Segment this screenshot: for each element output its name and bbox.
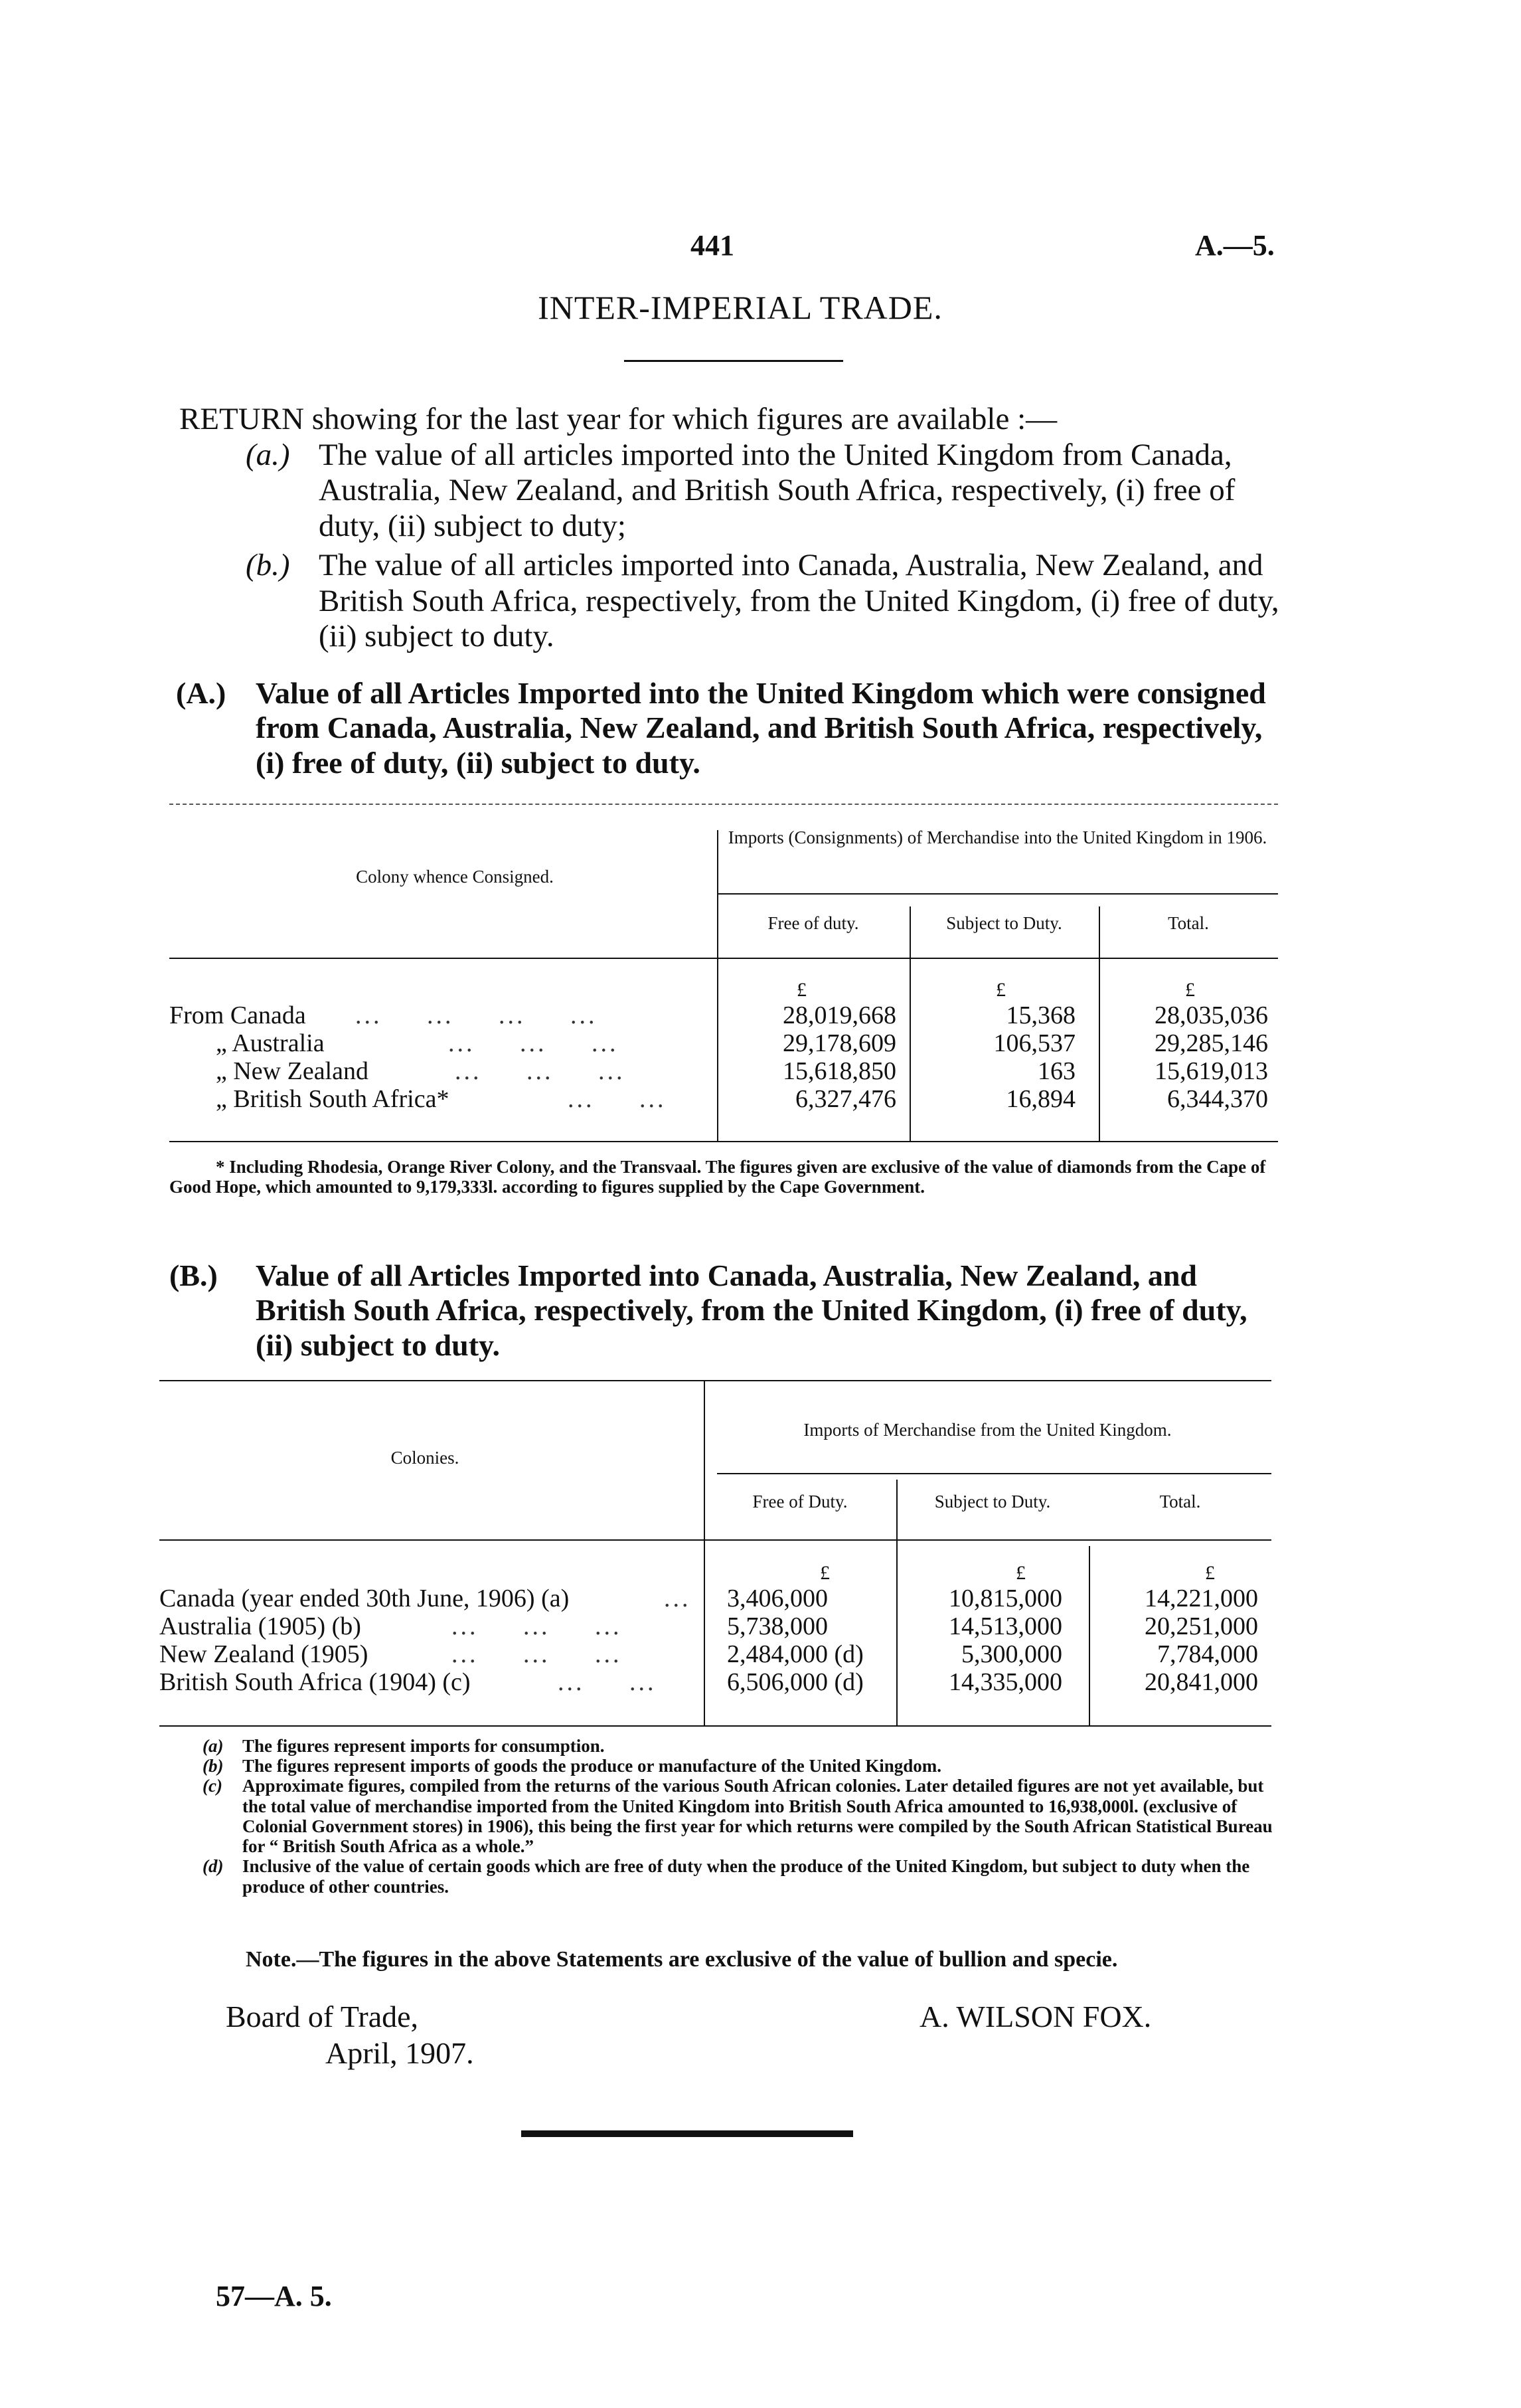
- col-header-free: Free of duty.: [767, 913, 859, 933]
- cell-total: 7,784,000: [1157, 1640, 1258, 1668]
- cell-total: 29,285,146: [1155, 1029, 1268, 1057]
- footnote: [202, 1736, 1275, 1756]
- cell-free: 6,327,476: [795, 1085, 896, 1113]
- document-reference: A.—5.: [1195, 229, 1275, 262]
- header-rule: [159, 1539, 1271, 1541]
- row-name: „ New Zealand: [216, 1057, 368, 1085]
- leader-dots: ...: [664, 1585, 691, 1612]
- cell-subject: 16,894: [1006, 1085, 1076, 1113]
- cell-free: 6,506,000 (d): [727, 1668, 864, 1696]
- row-name: Australia (1905) (b): [159, 1612, 361, 1640]
- footnote: [202, 1856, 1275, 1896]
- table-top-rule: [159, 1380, 1271, 1381]
- footnote-label: (c): [202, 1776, 222, 1796]
- currency-symbol: £: [797, 979, 807, 1001]
- cell-subject: 163: [1038, 1057, 1076, 1085]
- section-a-label: (A.): [176, 676, 226, 710]
- col-header-group: Imports (Consignments) of Merchandise into the United Kingdom in 1906.: [728, 827, 1267, 847]
- section-b-heading: [169, 1258, 1271, 1363]
- footnote-text: Inclusive of the value of certain goods which are free of duty when the produce of the United Kingdom, but subject to duty when the produce of other countries.: [242, 1856, 1250, 1897]
- col-header-free: Free of Duty.: [752, 1492, 848, 1511]
- page-number: 441: [690, 229, 734, 262]
- table-bottom-rule: [169, 1141, 1278, 1142]
- section-a-table: [169, 790, 1278, 1149]
- cell-total: 28,035,036: [1155, 1001, 1268, 1029]
- cell-total: 14,221,000: [1145, 1585, 1258, 1612]
- section-a-footnote: * Including Rhodesia, Orange River Colony, and the Transvaal. The figures given are exclusive of the value of diamonds from the Cape of Good Hope, which amounted to 9,179,333l. according to figures supplied by the Cape Government.: [169, 1157, 1266, 1197]
- intro-block: [179, 402, 1295, 655]
- cell-subject: 14,335,000: [949, 1668, 1062, 1696]
- currency-symbol: £: [1185, 979, 1195, 1001]
- section-b-footnotes: [202, 1736, 1275, 1897]
- currency-symbol: £: [1016, 1562, 1026, 1584]
- col-header-total: Total.: [1168, 913, 1209, 933]
- col-header-subject: Subject to Duty.: [934, 1492, 1051, 1511]
- cell-free: 29,178,609: [783, 1029, 896, 1057]
- row-name: „ British South Africa*: [216, 1085, 449, 1113]
- cell-total: 6,344,370: [1167, 1085, 1268, 1113]
- cell-subject: 5,300,000: [961, 1640, 1062, 1668]
- currency-symbol: £: [1205, 1562, 1215, 1584]
- intro-item-text: The value of all articles imported into the United Kingdom from Canada, Australia, New Zealand, and British South Africa, respectively, (i) free of duty, (ii) subject to duty;: [319, 437, 1236, 543]
- footnote-text: The figures represent imports for consumption.: [242, 1736, 605, 1756]
- table-top-rule: [169, 804, 1278, 805]
- cell-subject: 14,513,000: [949, 1612, 1062, 1640]
- col-header-colony: Colony whence Consigned.: [356, 867, 554, 887]
- cell-total: 15,619,013: [1155, 1057, 1268, 1085]
- footnote-label: (d): [202, 1856, 224, 1877]
- leader-dots: ... ... ...: [451, 1612, 622, 1640]
- row-name: British South Africa (1904) (c): [159, 1668, 471, 1696]
- footnote: [202, 1756, 1275, 1776]
- cell-free: 2,484,000 (d): [727, 1640, 864, 1668]
- cell-free: 5,738,000: [727, 1612, 828, 1640]
- cell-free: 28,019,668: [783, 1001, 896, 1029]
- intro-lead: RETURN showing for the last year for which figures are available :—: [179, 402, 1058, 436]
- footnote-text: The figures represent imports of goods the produce or manufacture of the United Kingdom.: [242, 1756, 941, 1776]
- cell-free: 15,618,850: [783, 1057, 896, 1085]
- leader-dots: ... ...: [558, 1668, 657, 1696]
- row-name: From Canada: [169, 1001, 306, 1029]
- row-name: New Zealand (1905): [159, 1640, 368, 1668]
- signature-office: Board of Trade,: [226, 2000, 419, 2033]
- section-a-heading: [176, 676, 1278, 780]
- col-header-group: Imports of Merchandise from the United Kingdom.: [803, 1420, 1172, 1440]
- intro-item-label: (b.): [246, 548, 290, 583]
- leader-dots: ... ... ...: [448, 1029, 619, 1057]
- currency-symbol: £: [820, 1562, 830, 1584]
- signature-date: April, 1907.: [325, 2036, 474, 2070]
- intro-item-b: [179, 548, 1295, 655]
- footnote-label: (b): [202, 1756, 224, 1776]
- leader-dots: ... ...: [568, 1085, 667, 1113]
- closing-rule: [521, 2130, 853, 2137]
- header-rule: [169, 958, 1278, 959]
- section-b-label: (B.): [169, 1258, 218, 1292]
- leader-dots: ... ... ...: [455, 1057, 625, 1085]
- col-group-rule: [717, 1473, 1271, 1474]
- col-group-rule: [717, 893, 1278, 895]
- footnote-text: Approximate figures, compiled from the returns of the various South African colonies. Later detailed figures are not yet available, but the total value of merchandise imported from the United Kingdom into British South Africa amounted to 16,938,000l. (exclusive of Colonial Government stores) in 1906), this being the first year for which returns were compiled by the South African Statistical Bureau for “ British South Africa as a whole.”: [242, 1776, 1273, 1857]
- currency-symbol: £: [996, 979, 1006, 1001]
- col-header-total: Total.: [1159, 1492, 1201, 1511]
- col-divider: [717, 830, 718, 1142]
- cell-total: 20,251,000: [1145, 1612, 1258, 1640]
- leader-dots: ... ... ...: [451, 1640, 622, 1668]
- footer-reference: 57—A. 5.: [216, 2280, 332, 2312]
- col-header-colony: Colonies.: [390, 1448, 459, 1468]
- note: Note.—The figures in the above Statements are exclusive of the value of bullion and specie.: [246, 1947, 1118, 1972]
- leader-dots: ... ... ... ...: [355, 1001, 598, 1029]
- table-bottom-rule: [159, 1725, 1271, 1727]
- cell-total: 20,841,000: [1145, 1668, 1258, 1696]
- footnote-label: (a): [202, 1736, 224, 1756]
- cell-subject: 15,368: [1006, 1001, 1076, 1029]
- title-rule: [624, 360, 843, 362]
- section-a-heading-text: Value of all Articles Imported into the United Kingdom which were consigned from Canada, Australia, New Zealand, and British South Africa, respectively, (i) free of duty, (ii) subject to duty.: [256, 676, 1266, 780]
- intro-item-a: [179, 438, 1295, 545]
- row-name: „ Australia: [216, 1029, 325, 1057]
- intro-item-label: (a.): [246, 437, 290, 472]
- signature-name: A. WILSON FOX.: [920, 2000, 1152, 2033]
- intro-item-text: The value of all articles imported into Canada, Australia, New Zealand, and British South Africa, respectively, from the United Kingdom, (i) free of duty, (ii) subject to duty.: [319, 548, 1279, 654]
- cell-subject: 10,815,000: [949, 1585, 1062, 1612]
- page-title: INTER-IMPERIAL TRADE.: [538, 289, 943, 326]
- col-header-subject: Subject to Duty.: [946, 913, 1062, 933]
- section-b-table: [159, 1373, 1271, 1732]
- footnote: [202, 1776, 1275, 1856]
- row-name: Canada (year ended 30th June, 1906) (a): [159, 1585, 570, 1612]
- col-divider: [704, 1380, 705, 1725]
- cell-subject: 106,537: [993, 1029, 1076, 1057]
- cell-free: 3,406,000: [727, 1585, 828, 1612]
- section-b-heading-text: Value of all Articles Imported into Canada, Australia, New Zealand, and British South Africa, respectively, from the United Kingdom, (i) free of duty, (ii) subject to duty.: [256, 1258, 1247, 1362]
